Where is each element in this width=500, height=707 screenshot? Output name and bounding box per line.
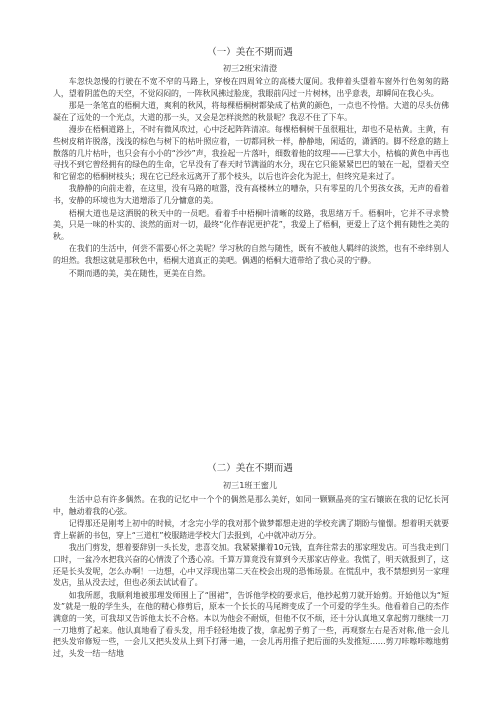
essay-2-paragraph: 如我所愿，我顺利地被那理发师围上了“围裙”，告诉他学校的要求后，他抄起剪刀就开始剪。开始他以为“短发”就是一般的学生头，在他的精心修剪后，原本一个长长的马尾辫变成了一个可爱的学生头。他看着自己的杰作满意的一笑，可我却又告诉他太长不合格。本以为他会不耐烦，但他不仅不烦，还十分认真地又拿起剪刀继续一刀一刀地剪了起来。他认真地看了看头发，用手轻轻地拨了拨，拿起剪子剪了一些，再观察左右是否对称,他一会儿把头发帘修短一些，一会儿又把头发从上到下打薄一遍，一会儿再用推子把后面的头发推短……剪刀咔嚓咔嚓地剪过，头发一结一结地: [53, 590, 449, 658]
essay-1-paragraph: 不期而遇的美，美在随性，更美在自然。: [68, 268, 211, 278]
essay-1-paragraph: 在我们的生活中，何尝不需要心怀之美呢？学习秋的自然与随性，既有不被他人羁绊的淡然，也有不牵绊别人的坦然。我想这就是那秋色中，梧桐大道真正的美吧。偶遇的梧桐大道带给了我心灵的宁静。: [53, 244, 449, 265]
essay-2-body: [53, 494, 449, 706]
essay-1-paragraph: 我静静的向前走着，在这里，没有马路的喧嚣，没有高楼林立的嘈杂，只有零星的几个男孩女孩，无声的看着书，安静的环境也为大道增添了几分慵意的美。: [53, 184, 449, 205]
essay-1-paragraph: 漫步在梧桐道路上，不时有微风吹过，心中泛起阵阵清凉。每棵梧桐树干虽很粗壮，却也不是枯黄。主黄，有些树皮稍许脱落，浅浅的棕色与树下的枯叶照应着，一切都同秋一样，静静地，闲适的，潇洒的。脚不经意的踏上散落的几片枯叶，也只会有小小的“沙沙”声，我捡起一片落叶，细数着他的纹理——已掌大小，枯槁的黄色中再也寻找不到它曾经拥有的绿色的生命，它早没有了春天时节满溢的水分，现在它只能紧紧巴巴的皱在一起，望着天空和它留恋的梧桐树枝头；现在它已经永远离开了那个枝头，以后也许会化为泥土，但终究是来过了。: [53, 125, 449, 181]
essay-2-paragraph: 我出门剪发，想着要辞别一头长发，悲喜交加。我紧紧攥着10元钱，直奔往常去的那家理发店。可当我走到门口时，一盆冷水把我兴奋的心情泼了个透心凉。千算万算竟没有算到今天那家店停业。我慌了，明天就报到了，这还是长头发呢，怎么办啊！一边想，心中又浮现出第二天在校会出现的恐怖场景。在慌乱中，我不禁想到另一家理发店，虽从没去过，但也必须去试试看了。: [53, 543, 449, 588]
essay-1-body: [53, 76, 449, 280]
essay-1-title: （一）美在不期而遇: [207, 47, 293, 58]
essay-1-paragraph: 那是一条笔直的梧桐大道，爽利的秋风，将每棵梧桐树都染成了枯黄的颜色，一点也不怜惜。大道的尽头仿佛凝在了远处的一个光点，大道的那一头，又会是怎样淡然的秋景呢？我忍不住了下车。: [53, 101, 449, 122]
essay-2-title: （二）美在不期而遇: [207, 463, 293, 474]
essay-1-author: 初三2班宋清澄: [222, 63, 278, 73]
essay-2-author: 初三1班王蜜儿: [222, 480, 278, 490]
essay-1-paragraph: 车忽快忽慢的行驶在不宽不窄的马路上，穿梭在四周耸立的高楼大厦间。我伸着头望着车窗外行色匆匆的路人，望着阴蓝色的天空，不觉闷闷的，一阵秋风拂过脸庞，我眼前闪过一片树林，出乎意表，却瞬间在我心头。: [53, 77, 449, 98]
essay-2-paragraph: 记得那还是刚考上初中的时候，才念完小学的我对那个做梦都想走进的学校充满了期盼与憧憬。想着明天就要背上崭新的书包，穿上“三道杠”校服踏进学校大门去报到，心中就冲动万分。: [53, 519, 449, 540]
essay-2-paragraph: 生活中总有许多偶然。在我的记忆中一个个的偶然是那么美好，如同一颗颗晶亮的宝石镶嵌在我的记忆长河中，触动着我的心弦。: [53, 495, 449, 516]
essay-1-paragraph: 梧桐大道也是这洒脱的秋天中的一员吧。看着手中梧桐叶清晰的纹路，我思绪万千。梧桐叶，它并不寻求赞美，只是一味的朴实的、淡然的面对一切，最终“化作春泥更护花”，我爱上了梧桐，更爱上了这个拥有随性之美的秋。: [53, 208, 449, 241]
